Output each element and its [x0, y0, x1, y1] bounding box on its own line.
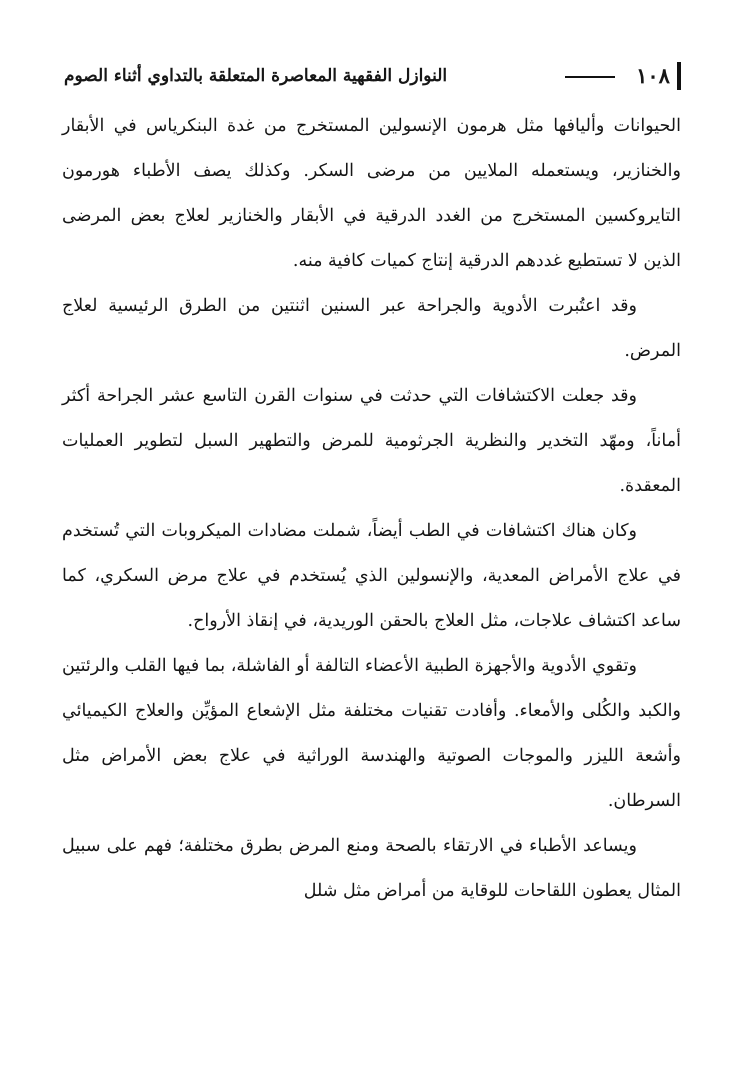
running-title: النوازل الفقهية المعاصرة المتعلقة بالتداوي أثناء الصوم — [64, 66, 448, 86]
paragraph: الحيوانات وأليافها مثل هرمون الإنسولين المستخرج من غدة البنكرياس في الأبقار والخنازير، ويستعمله الملايين من مرضى السكر. وكذلك يصف الأطباء هورمون التايروكسين المستخرج من الغدد الدرقية في الأبقار والخنازير لعلاج بعض المرضى الذين لا تستطيع غددهم الدرقية إنتاج كميات كافية منه. — [62, 116, 681, 271]
paragraph: وكان هناك اكتشافات في الطب أيضاً، شملت مضادات الميكروبات التي تُستخدم في علاج الأمراض المعدية، والإنسولين الذي يُستخدم في علاج مرض السكري، كما ساعد اكتشاف علاجات، مثل العلاج بالحقن الوريدية، في إنقاذ الأرواح. — [62, 521, 681, 631]
page-number: ١٠٨ — [629, 62, 681, 90]
paragraph: وتقوي الأدوية والأجهزة الطبية الأعضاء التالفة أو الفاشلة، بما فيها القلب والرئتين والكبد والكُلى والأمعاء. وأفادت تقنيات مختلفة مثل الإشعاع المؤيِّن والعلاج الكيميائي وأشعة الليزر والموجات الصوتية والهندسة الوراثية في علاج بعض الأمراض مثل السرطان. — [62, 656, 681, 811]
running-header — [64, 56, 681, 96]
header-rule — [565, 76, 615, 78]
body-text — [62, 104, 681, 914]
paragraph: ويساعد الأطباء في الارتقاء بالصحة ومنع المرض بطرق مختلفة؛ فهم على سبيل المثال يعطون اللقاحات للوقاية من أمراض مثل شلل — [62, 836, 681, 901]
paragraph: وقد اعتُبرت الأدوية والجراحة عبر السنين اثنتين من الطرق الرئيسية لعلاج المرض. — [62, 296, 681, 361]
paragraph: وقد جعلت الاكتشافات التي حدثت في سنوات القرن التاسع عشر الجراحة أكثر أماناً، ومهّد التخدير والنظرية الجرثومية للمرض والتطهير السبل لتطوير العمليات المعقدة. — [62, 386, 681, 496]
